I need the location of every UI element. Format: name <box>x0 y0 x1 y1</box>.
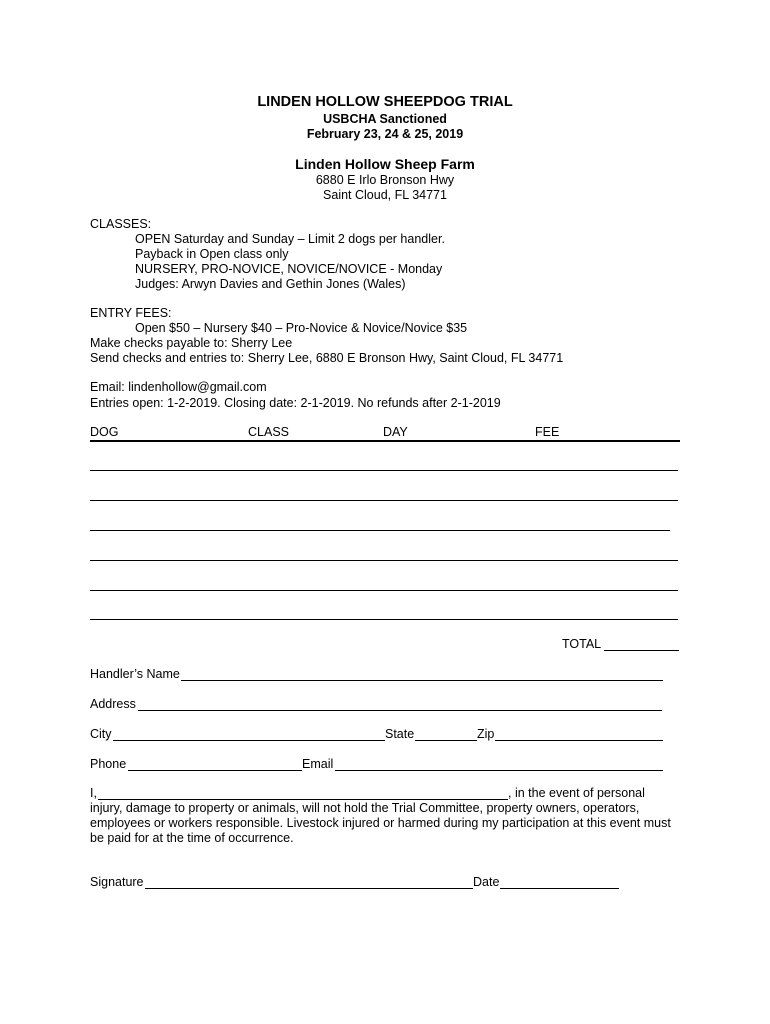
phone-label: Phone <box>90 757 127 771</box>
handler-name-field[interactable] <box>181 680 663 681</box>
fees-heading: ENTRY FEES: <box>90 306 172 320</box>
entry-row-3[interactable] <box>90 530 670 531</box>
total-field[interactable] <box>604 650 679 651</box>
fees-line: Open $50 – Nursery $40 – Pro-Novice & Novice/Novice $35 <box>135 321 468 335</box>
entry-row-4[interactable] <box>90 560 678 561</box>
column-fee: FEE <box>535 425 560 439</box>
state-label: State <box>385 727 415 741</box>
email-field[interactable] <box>335 770 663 771</box>
checks-payable: Make checks payable to: Sherry Lee <box>90 336 293 350</box>
classes-line-payback: Payback in Open class only <box>135 247 289 261</box>
waiver-suffix: , in the event of personal <box>508 786 645 800</box>
entry-row-2[interactable] <box>90 500 678 501</box>
farm-address-line2: Saint Cloud, FL 34771 <box>323 188 447 202</box>
trial-title: LINDEN HOLLOW SHEEPDOG TRIAL <box>257 94 513 110</box>
handler-name-label: Handler’s Name <box>90 667 180 681</box>
waiver-line-4: be paid for at the time of occurrence. <box>90 831 294 845</box>
zip-field[interactable] <box>495 740 663 741</box>
entry-row-6[interactable] <box>90 619 678 620</box>
waiver-line-2: injury, damage to property or animals, will not hold the Trial Committee, property owners, operators, <box>90 801 640 815</box>
column-dog: DOG <box>90 425 119 439</box>
waiver-name-field[interactable] <box>98 799 508 800</box>
email-contact: Email: lindenhollow@gmail.com <box>90 380 267 394</box>
email-label: Email <box>302 757 334 771</box>
address-label: Address <box>90 697 136 711</box>
city-label: City <box>90 727 112 741</box>
city-field[interactable] <box>113 740 385 741</box>
address-field[interactable] <box>138 710 662 711</box>
signature-label: Signature <box>90 875 144 889</box>
total-label: TOTAL <box>562 637 602 651</box>
send-entries-to: Send checks and entries to: Sherry Lee, 6880 E Bronson Hwy, Saint Cloud, FL 34771 <box>90 351 564 365</box>
zip-label: Zip <box>477 727 495 741</box>
farm-name: Linden Hollow Sheep Farm <box>295 156 475 172</box>
entry-row-1[interactable] <box>90 470 678 471</box>
waiver-line-3: employees or workers responsible. Livestock injured or harmed during my participation at this event must <box>90 816 671 830</box>
classes-heading: CLASSES: <box>90 217 152 231</box>
trial-dates: February 23, 24 & 25, 2019 <box>306 127 464 141</box>
waiver-prefix: I, <box>90 786 97 800</box>
signature-field[interactable] <box>145 888 473 889</box>
phone-field[interactable] <box>128 770 302 771</box>
entry-row-5[interactable] <box>90 590 678 591</box>
date-field[interactable] <box>500 888 619 889</box>
classes-line-judges: Judges: Arwyn Davies and Gethin Jones (Wales) <box>135 277 406 291</box>
column-day: DAY <box>383 425 408 439</box>
classes-line-open: OPEN Saturday and Sunday – Limit 2 dogs per handler. <box>135 232 445 246</box>
table-header-rule <box>90 440 680 442</box>
sanction-text: USBCHA Sanctioned <box>323 112 447 126</box>
state-field[interactable] <box>415 740 477 741</box>
column-class: CLASS <box>248 425 289 439</box>
farm-address-line1: 6880 E Irlo Bronson Hwy <box>315 173 455 187</box>
classes-line-monday: NURSERY, PRO-NOVICE, NOVICE/NOVICE - Monday <box>135 262 443 276</box>
entries-dates: Entries open: 1-2-2019. Closing date: 2-1-2019. No refunds after 2-1-2019 <box>90 396 501 410</box>
date-label: Date <box>473 875 500 889</box>
